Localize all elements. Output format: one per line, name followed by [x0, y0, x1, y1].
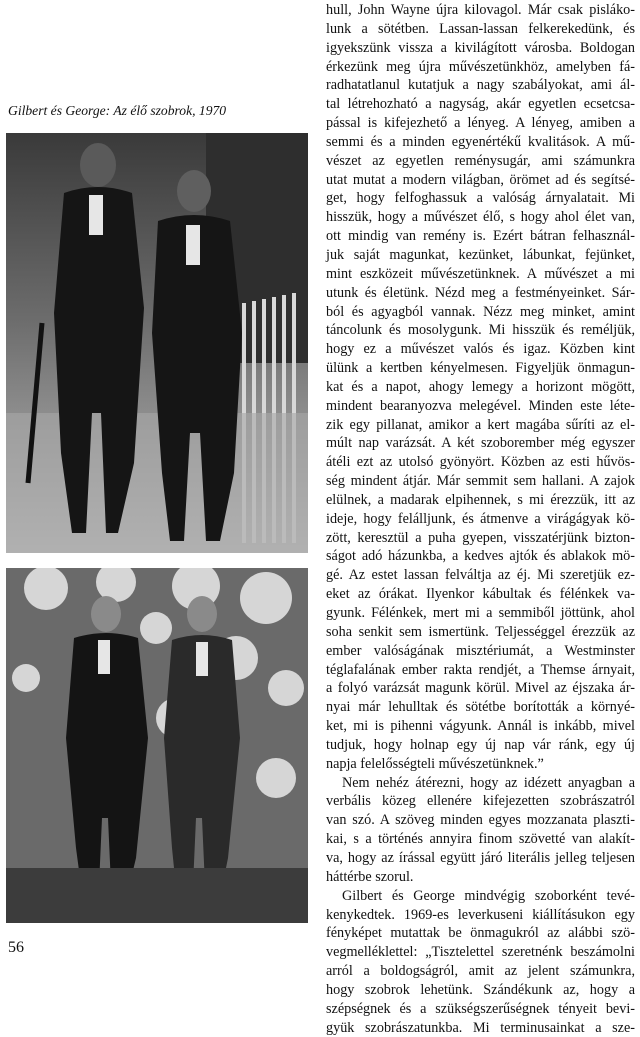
text-line: ség mindent átjár. Már semmit sem hallani. A zajok — [326, 473, 635, 490]
text-line: vegmelléklettel: „Tisztelettel szeretnénk beszámolni — [326, 944, 635, 961]
text-line: soha senkit sem ismertünk. Teljességgel érezzük az — [326, 623, 635, 640]
photo-statues-standing-image — [6, 133, 308, 553]
text-line: átéli ezt az utolsó gyönyört. Közben az esti hűvös- — [326, 454, 635, 471]
text-line: nyai már lehulltak és sötétbe borították a környé- — [326, 699, 635, 716]
text-line: igyekszünk vissza a kivilágított városba. Boldogan — [326, 39, 635, 56]
text-line: tudjuk, hogy holnap egy új nap vár ránk, egy új — [326, 736, 635, 753]
text-line: vészet az egyetlen reménysugár, ami számunkra — [326, 152, 635, 169]
photo-caption: Gilbert és George: Az élő szobrok, 1970 — [8, 103, 227, 118]
text-line: kenykedtek. 1969-es leverkuseni kiállításukon egy — [326, 906, 635, 923]
text-line: ket, mi is pihenni vágyunk. Annál is inkább, mivel — [326, 718, 635, 735]
text-line: háttérbe szorul. — [326, 868, 414, 885]
text-line: va, hogy az írással együtt járó literális jelleg teljesen — [326, 849, 635, 866]
text-line: van szó. A szöveg minden egyes mozzanata plaszti- — [326, 812, 635, 829]
text-line: Gilbert és George mindvégig szoborként tevé- — [342, 887, 635, 904]
text-line: zött, keresztül a puha gyepen, visszatérjünk bizton- — [326, 529, 635, 546]
text-line: fényképet mutattak be önmagukról az alábbi szö- — [326, 925, 635, 942]
text-line: hogy ez a művészet valós és igaz. Közben kint — [326, 341, 635, 358]
text-line: hogy szobrok lehetünk. Szándékunk az, hogy a — [326, 981, 635, 998]
text-line: hull, John Wayne újra kilovagol. Már csak pislákо- — [326, 2, 635, 18]
text-line: ideje, hogy felálljunk, és átmenve a virágágyak kö- — [326, 510, 635, 527]
text-line: ember valóságának misztériumát, a Westminster — [326, 642, 635, 659]
text-line: ból és agyagból vannak. Nézz meg minket, amint — [326, 303, 635, 320]
text-line: arról a boldogságról, amit az jelent számunkra, — [326, 963, 635, 980]
text-line: utunk és életünk. Nézd meg a festményeinket. Sár- — [326, 284, 635, 301]
photo-statues-garden — [6, 568, 308, 923]
text-line: verbális közeg ellenére kifejezetten szobrászatról — [326, 793, 635, 810]
text-line: mindent bearanyozva melegével. Minden este léte- — [326, 397, 635, 414]
text-line: juk saját magunkat, kezünket, lábunkat, fejünket, — [326, 246, 635, 263]
text-line: hisszük, hogy a művészet élő, s hogy ahol élet van, — [326, 209, 635, 226]
photo-statues-standing — [6, 133, 308, 553]
text-line: ott mindig van remény is. Ezért bátran felhasznál- — [326, 228, 635, 245]
text-line: pással is kifejezhető a lényeg. A lényeg, amiben a — [326, 115, 635, 132]
body-text-column — [326, 1, 635, 1037]
text-line: gyunk. Félénkek, mert mi a semmiből jöttünk, ahol — [326, 605, 635, 621]
text-line: gyük szobrászatunkba. Mi terminusainkat a sze- — [326, 1019, 635, 1036]
text-line: gé. Az estet lassan felváltja az éj. Mi szeretjük ez- — [326, 567, 635, 584]
text-line: táncolunk és mosolygunk. Mi hisszük és reméljük, — [326, 322, 635, 339]
text-line: get, hogy felfoghassuk a valóság árnyalatait. Mi — [326, 190, 635, 207]
text-line: a folyó varázsát magunk körül. Mivel az éjszaka ár- — [326, 680, 635, 697]
text-line: szépségnek és a szükségszerűségnek tényeit bevi- — [326, 1000, 635, 1017]
text-line: zik egy pillanat, amikor a kert magába sűríti az el- — [326, 416, 635, 433]
text-line: utat mutat a modern világban, örömet ad és segítsé- — [326, 171, 635, 188]
text-line: ülünk a kertben kényelmesen. Figyeljük önmagun- — [326, 360, 635, 377]
photo-statues-garden-image — [6, 568, 308, 923]
text-line: semmi és a minden egyenértékű kvalitások. A mű- — [326, 133, 635, 150]
text-line: radhatatlanul kutatjuk a nagy szabályokat, ami ál- — [326, 77, 635, 94]
text-line: tal létrehozható a nagyság, akár egyetlen ecsetcsa- — [326, 96, 635, 113]
text-line: érkezünk meg újra művészetünkhöz, amelyben fá- — [326, 58, 635, 75]
text-line: lunk a sötétben. Lassan-lassan felkerekedünk, és — [326, 20, 635, 37]
text-line: Nem nehéz átérezni, hogy az idézett anyagban a — [342, 774, 635, 791]
text-line: kai, s a történés annyira finom szövetté van alakít- — [326, 831, 635, 848]
text-line: múlt nap varázsát. A két szoborember még egyszer — [326, 435, 635, 452]
text-line: téglafalának ember rakta rendjét, a Themse árnyait, — [326, 661, 635, 678]
text-line: napja felelősségteli művészetünknek.” — [326, 755, 544, 772]
text-line: elülnek, a madarak elpihennek, s mi érezzük, itt az — [326, 491, 635, 508]
text-line: ságot adó házunkba, a kedves ajtók és ablakok mö- — [326, 548, 635, 565]
page-number: 56 — [8, 939, 24, 956]
text-line: kat és a napot, ahogy lemegy a horizont mögött, — [326, 378, 635, 395]
text-line: eket az órákat. Ilyenkor kábultak és félénkek va- — [326, 586, 635, 603]
text-line: mint eszközeit művészetünknek. A művészet a mi — [326, 265, 635, 282]
